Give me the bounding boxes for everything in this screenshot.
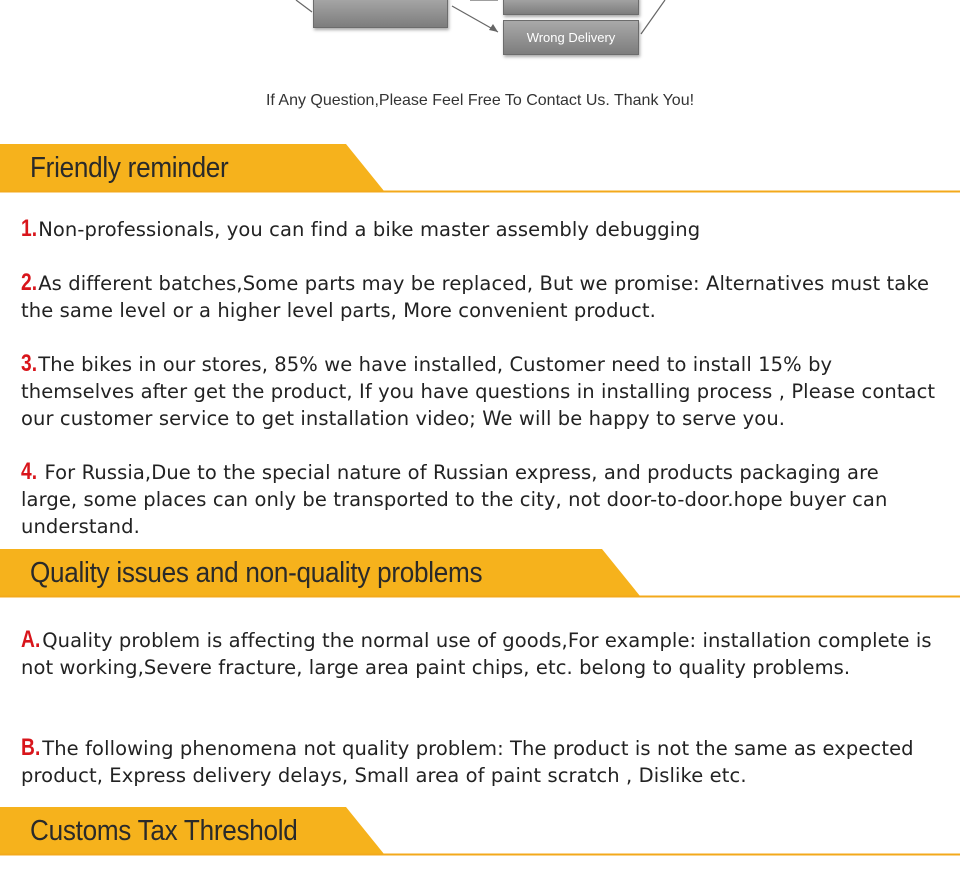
flow-box (313, 0, 448, 28)
flow-diagram (0, 0, 960, 70)
item-text: Non-professionals, you can find a bike master assembly debugging (38, 218, 701, 241)
section-header-quality-issues (0, 549, 960, 601)
item-text: The following phenomena not quality problem: The product is not the same as expected product, Express delivery delays, Small area of paint scratch , Dislike etc. (21, 737, 914, 787)
item-text: The bikes in our stores, 85% we have installed, Customer need to install 15% by themselves after get the product, If you have questions in installing process , Please contact our customer service to get installation video; We will be happy to serve you. (21, 353, 936, 430)
item-marker: 4. (21, 458, 38, 485)
item-marker: 2. (21, 269, 38, 296)
item-marker: A. (21, 626, 41, 653)
item-marker: 3. (21, 350, 38, 377)
contact-text: If Any Question,Please Feel Free To Contact Us. Thank You! (265, 92, 695, 109)
quality-item-a (21, 626, 936, 681)
reminder-item-1 (21, 215, 936, 243)
quality-item-b (21, 734, 936, 789)
flow-arrows (0, 0, 960, 70)
reminder-item-4 (21, 458, 936, 540)
item-marker: 1. (21, 215, 38, 242)
section-title: Customs Tax Threshold (30, 815, 298, 847)
section-title: Friendly reminder (30, 152, 229, 184)
flow-box (503, 0, 639, 15)
item-marker: B. (21, 734, 41, 761)
section-header-customs-tax (0, 807, 960, 859)
reminder-item-2 (21, 269, 936, 324)
item-text: Quality problem is affecting the normal use of goods,For example: installation complete is not working,Severe fracture, large area paint chips, etc. belong to quality problems. (21, 629, 932, 679)
flow-box-wrong-delivery: Wrong Delivery (503, 20, 639, 55)
item-text: As different batches,Some parts may be replaced, But we promise: Alternatives must take the same level or a higher level parts, More convenient product. (21, 272, 930, 322)
item-text: For Russia,Due to the special nature of Russian express, and products packaging are large, some places can only be transported to the city, not door-to-door.hope buyer can understand. (21, 461, 888, 538)
section-title: Quality issues and non-quality problems (30, 557, 483, 589)
reminder-item-3 (21, 350, 936, 432)
section-header-friendly-reminder (0, 144, 960, 196)
